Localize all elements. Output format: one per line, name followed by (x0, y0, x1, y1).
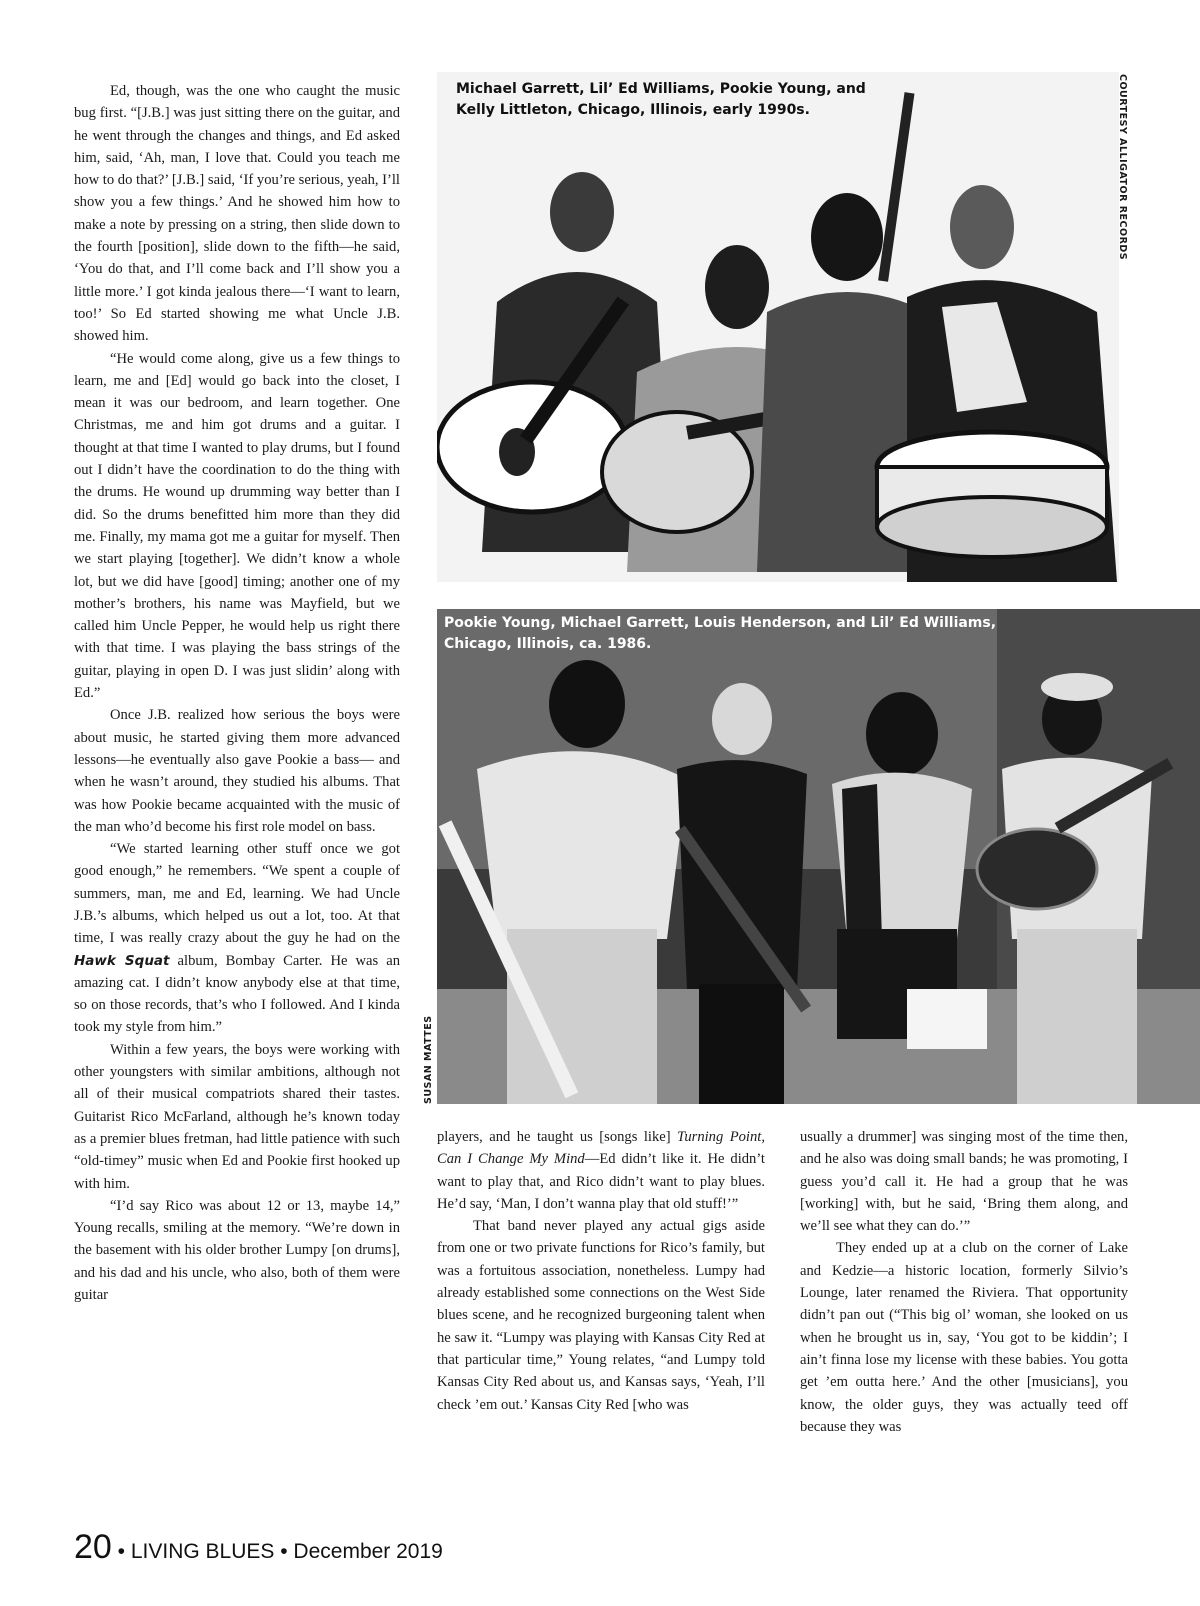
paragraph: Within a few years, the boys were working with other youngsters with similar ambitions, although not all of their musical compatriots shared their tastes. Guitarist Rico McFarland, although he’s known today as a premier blues fretman, had little patience with such “old-timey” music when Ed and Pookie first hooked up with him. (74, 1041, 400, 1192)
paragraph-text: players, and he taught us [songs like] (437, 1129, 671, 1145)
paragraph-text: “We started learning other stuff once we got good enough,” he remembers. “We spent a couple of summers, man, me and Ed, learning. We had Uncle J.B.’s albums, which helped us out a lot, too. At that time, I was really crazy about the guy he had on the (74, 841, 400, 947)
photo-credit-bottom: SUSAN MATTES (423, 1015, 434, 1104)
paragraph: usually a drummer] was singing most of the time then, and he also was doing small bands; he was promoting, I guess you’d call it. He had a group that he was [working] with, but he said, ‘Bring them along, and we’ll see what they can do.’” (800, 1129, 1128, 1235)
paragraph: “I’d say Rico was about 12 or 13, maybe 14,” Young recalls, smiling at the memory. “We’re down in the basement with his older brother Lumpy [on drums], and his dad and his uncle, who also, both of them were guitar (74, 1197, 400, 1304)
paragraph-text: —Ed didn’t like it. He didn’t want to play that, and Rico didn’t want to play blues. He’d say, ‘Man, I don’t wanna play that old stuff!’” (437, 1151, 765, 1212)
paragraph: Ed, though, was the one who caught the music bug first. “[J.B.] was just sitting there on the guitar, and he went through the changes and things, and Ed asked him, said, ‘Ah, man, I love that. Could you teach me how to do that?’ [J.B.] said, ‘If you’re serious, yeah, I’ll show you a few things.’ And he showed him how to make a note by pressing on a string, then slide down to the fourth [position], slide down to the fifth—he said, ‘You do that, and I’ll come back and I’ll show you a little more.’ I got kinda jealous there—‘I want to learn, too!’ So Ed started showing me what Uncle J.B. showed him. (74, 83, 400, 345)
band-photo-early-1990s (437, 72, 1119, 582)
band-photo-illustration (437, 609, 1200, 1104)
page-number: 20 (74, 1528, 112, 1566)
paragraph: “He would come along, give us a few things to learn, me and [Ed] would go back into the closet, I mean it was our bedroom, and learn together. One Christmas, me and him got drums and a guitar. I thought at that time I wanted to play drums, but I found out I didn’t have the coordination to do the thing with the drums. He wound up drumming way better than I did. So the drums benefitted him more than they did me. Finally, my mama got me a guitar for myself. Then we start playing [together]. We didn’t know a whole lot, but we did have [good] timing; another one of my mother’s brothers, his name was Mayfield, but we called him Uncle Pepper, he would help us right there with that time. I was playing the bass strings of the guitar, playing in open D. I was just slidin’ along with Ed.” (74, 350, 400, 702)
song-titles: Turning Point, Can I Change My Mind (437, 1129, 765, 1168)
paragraph: That band never played any actual gigs aside from one or two private functions for Rico’s family, but was a fortuitous association, nonetheless. Lumpy had already established some connections on the West Side blues scene, and he recognized burgeoning talent when he saw it. “Lumpy was playing with Kansas City Red at that particular time,” Young relates, “and Lumpy told Kansas City Red about us, and Kansas says, ‘Yeah, I’ll check ’em out.’ Kansas City Red [who was (437, 1218, 765, 1413)
paragraph-text: album, Bombay Carter. He was an amazing cat. I didn’t know anybody else at that time, so on those records, that’s who I followed. And I kinda took my style from him.” (74, 952, 400, 1036)
photo-credit-top: COURTESY ALLIGATOR RECORDS (1117, 74, 1128, 261)
band-photo-1986 (437, 609, 1200, 1104)
photo-caption-bottom: Pookie Young, Michael Garrett, Louis Henderson, and Lil’ Ed Williams, Chicago, Illinois, ca. 1986. (444, 615, 997, 652)
album-title: Hawk Squat (74, 952, 170, 969)
page-footer (74, 1528, 443, 1567)
paragraph: Once J.B. realized how serious the boys were about music, he started giving them more advanced lessons—he eventually also gave Pookie a bass— and when he wasn’t around, they studied his albums. That was how Pookie became acquainted with the music of the man who’d become his first role model on bass. (74, 707, 400, 835)
paragraph (437, 1126, 765, 1215)
band-photo-illustration (437, 72, 1119, 582)
article-column-middle (437, 1126, 765, 1416)
paragraph: They ended up at a club on the corner of Lake and Kedzie—a historic location, formerly Silvio’s Lounge, later renamed the Riviera. That opportunity didn’t pan out (“This big ol’ woman, she looked on us when he brought us in, say, ‘You got to be kiddin’; I ain’t finna lose my license with these babies. You gotta get ’em outta here.’ And the other [musicians], you know, the older guys, they was actually teed off because they was (800, 1240, 1128, 1435)
article-column-right (800, 1126, 1128, 1438)
paragraph (74, 838, 400, 1039)
article-column-left (74, 80, 400, 1306)
photo-caption-top: Michael Garrett, Lil’ Ed Williams, Pookie Young, and Kelly Littleton, Chicago, Illinois, early 1990s. (456, 81, 866, 118)
publication-info: • LIVING BLUES • December 2019 (111, 1540, 443, 1563)
